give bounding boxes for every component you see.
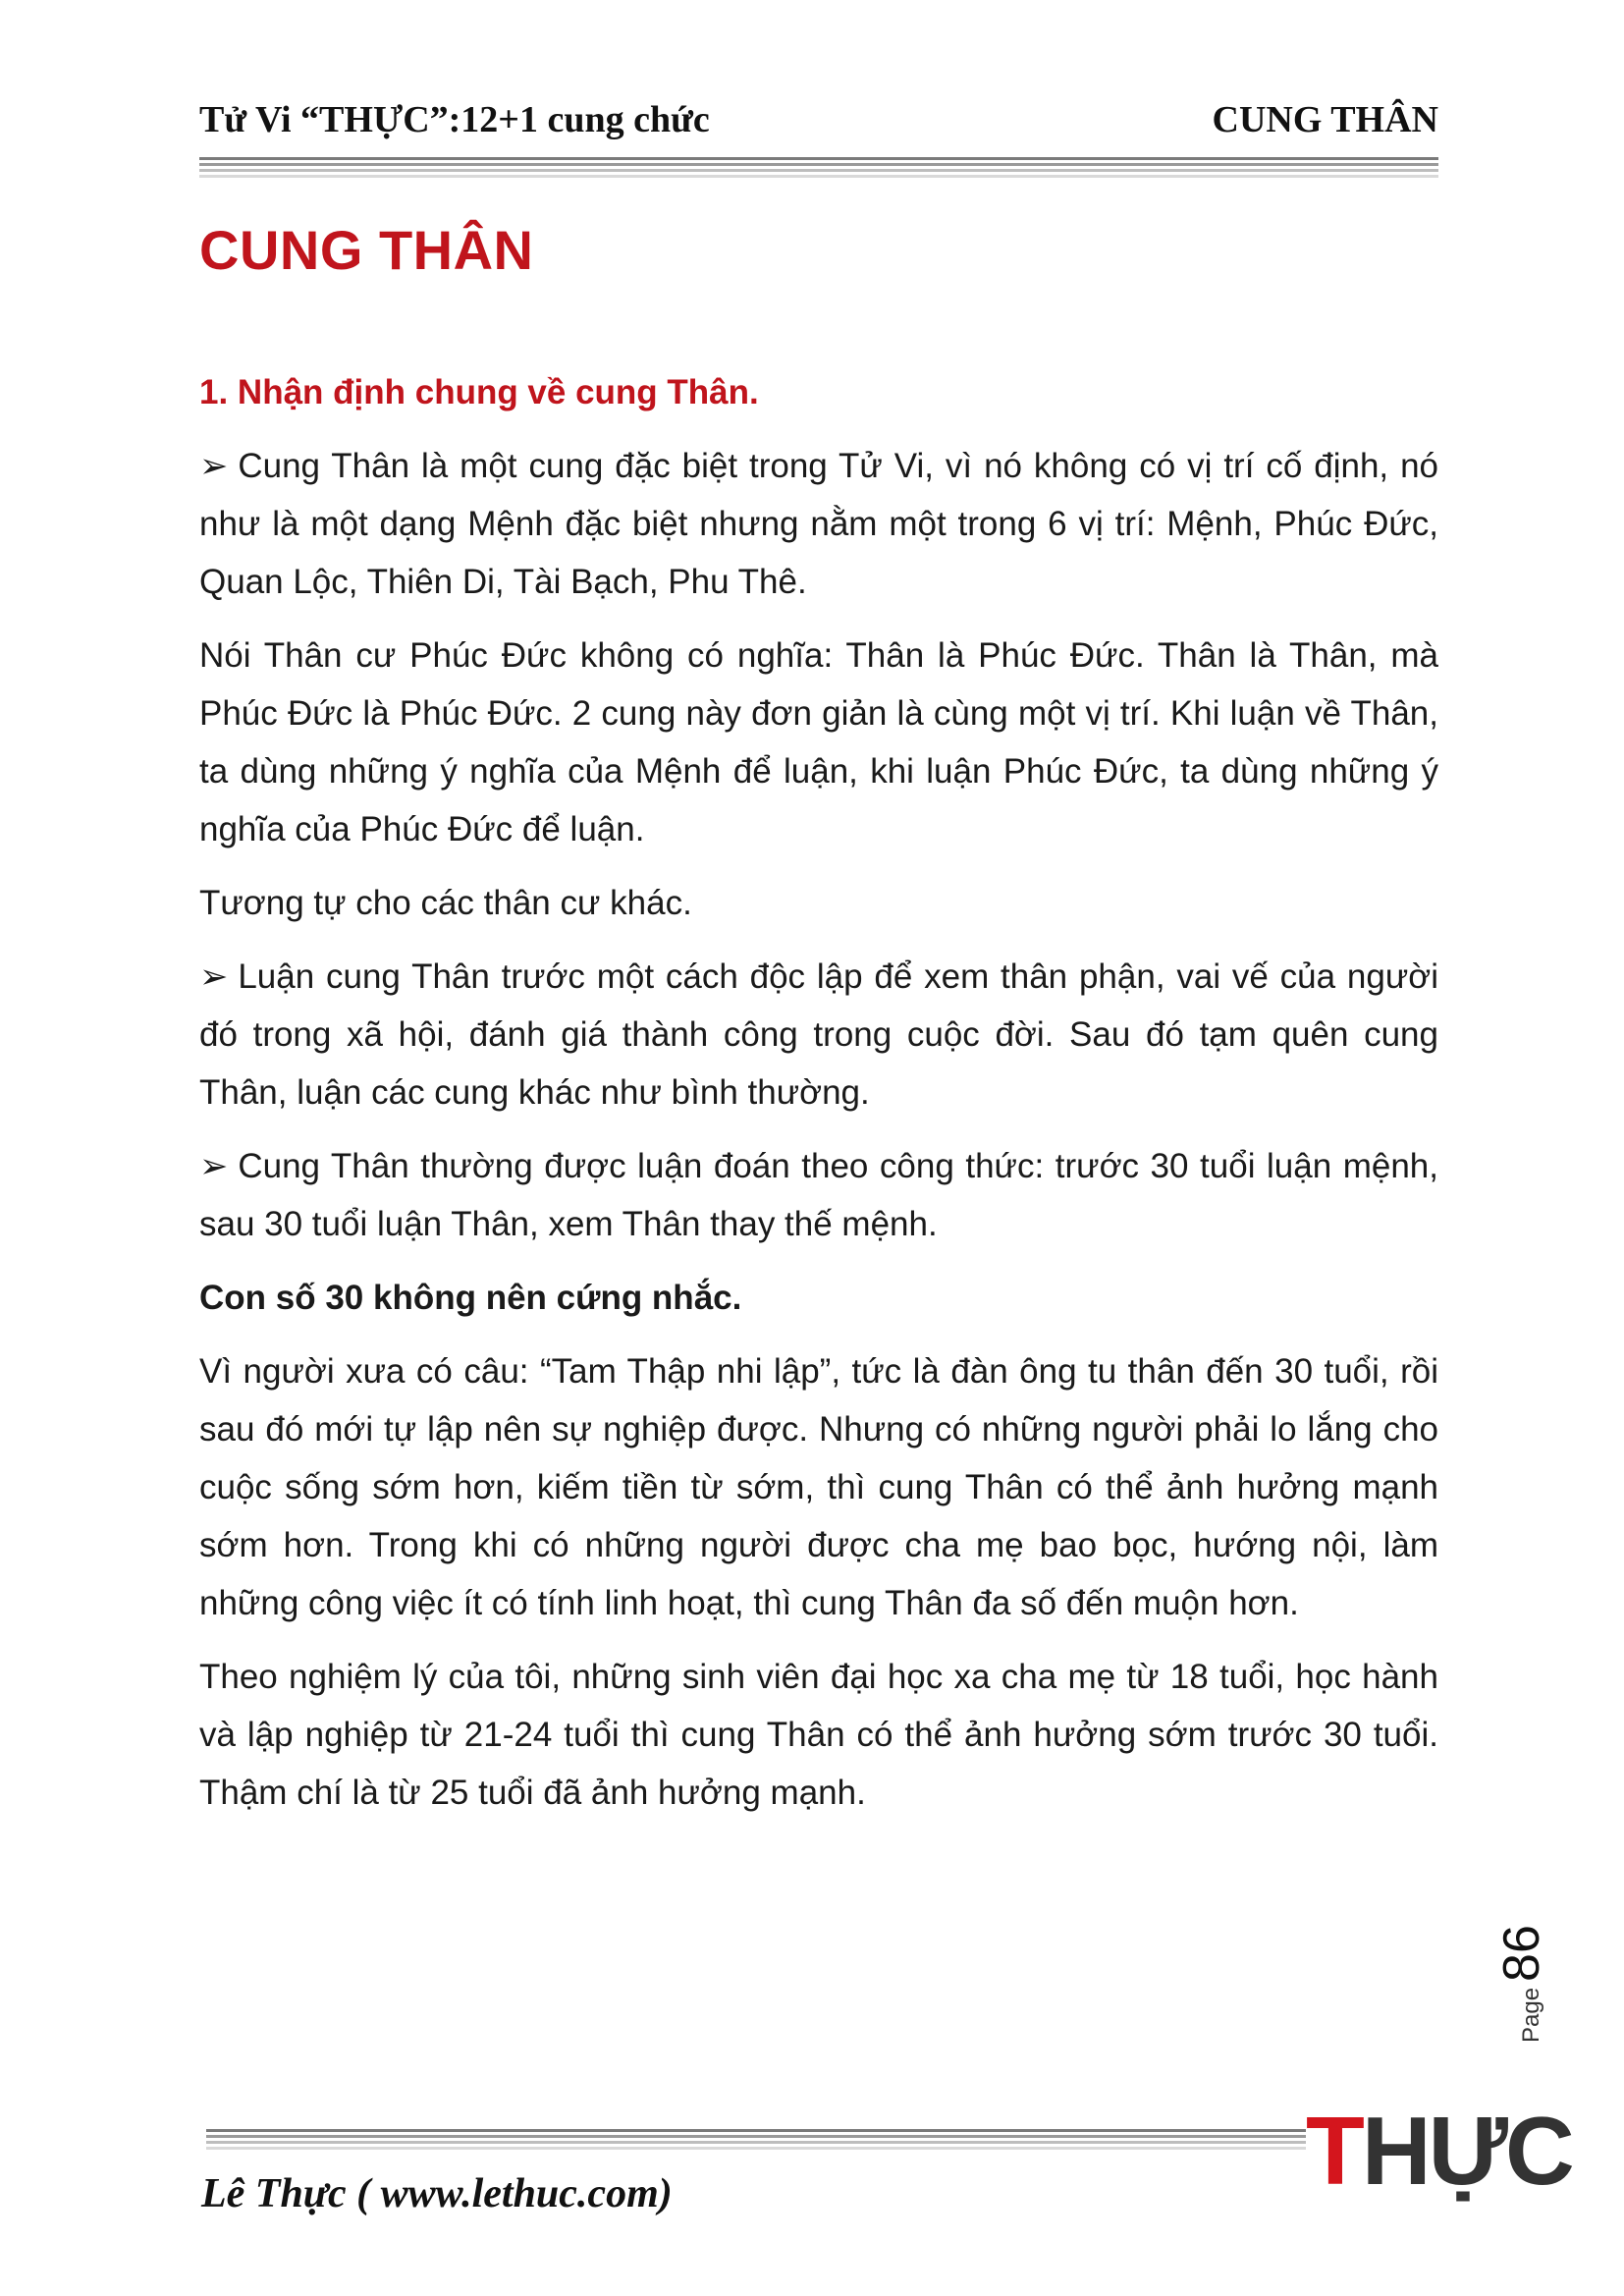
footer-author: Lê Thực ( www.lethuc.com)	[201, 2171, 673, 2216]
logo-letter-t: T	[1306, 2097, 1362, 2205]
paragraph-bullet-3: ➢ Cung Thân thường được luận đoán theo công thức: trước 30 tuổi luận mệnh, sau 30 tuổi luận Thân, xem Thân thay thế mệnh.	[199, 1137, 1438, 1253]
header-book-title: Tử Vi “THỰC”:12+1 cung chức	[199, 99, 710, 140]
page-number-value: 86	[1493, 1925, 1550, 1982]
section-heading: 1. Nhận định chung về cung Thân.	[199, 373, 759, 411]
thuc-logo	[1306, 2097, 1591, 2205]
paragraph: Nói Thân cư Phúc Đức không có nghĩa: Thân là Phúc Đức. Thân là Thân, mà Phúc Đức là Phúc Đức. 2 cung này đơn giản là cùng một vị trí. Khi luận về Thân, ta dùng những ý nghĩa của Mệnh để luận, khi luận Phúc Đức, ta dùng những ý nghĩa của Phúc Đức để luận.	[199, 636, 1438, 848]
page-title: CUNG THÂN	[199, 219, 534, 281]
body-content	[199, 363, 1438, 1837]
arrow-bullet-icon: ➢	[199, 1147, 229, 1185]
page-header	[199, 98, 1438, 157]
paragraph-bullet-2: ➢ Luận cung Thân trước một cách độc lập để xem thân phận, vai vế của người đó trong xã hội, đánh giá thành công trong cuộc đời. Sau đó tạm quên cung Thân, luận các cung khác như bình thường.	[199, 948, 1438, 1121]
paragraph: Theo nghiệm lý của tôi, những sinh viên đại học xa cha mẹ từ 18 tuổi, học hành và lập nghiệp từ 21-24 tuổi thì cung Thân có thể ảnh hưởng sớm trước 30 tuổi. Thậm chí là từ 25 tuổi đã ảnh hưởng mạnh.	[199, 1658, 1438, 1812]
page-label: Page	[1518, 1987, 1544, 2043]
paragraph: Tương tự cho các thân cư khác.	[199, 884, 692, 922]
page-number	[1492, 1886, 1551, 2043]
header-divider	[199, 157, 1438, 181]
footer-divider	[206, 2129, 1306, 2153]
paragraph-bullet-1: ➢ Cung Thân là một cung đặc biệt trong Tử Vi, vì nó không có vị trí cố định, nó như là một dạng Mệnh đặc biệt nhưng nằm một trong 6 vị trí: Mệnh, Phúc Đức, Quan Lộc, Thiên Di, Tài Bạch, Phu Thê.	[199, 437, 1438, 611]
arrow-bullet-icon: ➢	[199, 447, 229, 485]
paragraph: Vì người xưa có câu: “Tam Thập nhi lập”, tức là đàn ông tu thân đến 30 tuổi, rồi sau đó mới tự lập nên sự nghiệp được. Nhưng có những người phải lo lắng cho cuộc sống sớm hơn, kiếm tiền từ sớm, thì cung Thân có thể ảnh hưởng mạnh sớm hơn. Trong khi có những người được cha mẹ bao bọc, hướng nội, làm những công việc ít có tính linh hoạt, thì cung Thân đa số đến muộn hơn.	[199, 1352, 1438, 1622]
bold-subheading: Con số 30 không nên cứng nhắc.	[199, 1279, 742, 1317]
logo-letters: HỰC	[1361, 2097, 1572, 2205]
header-chapter-title: CUNG THÂN	[1212, 99, 1438, 140]
arrow-bullet-icon: ➢	[199, 957, 229, 996]
